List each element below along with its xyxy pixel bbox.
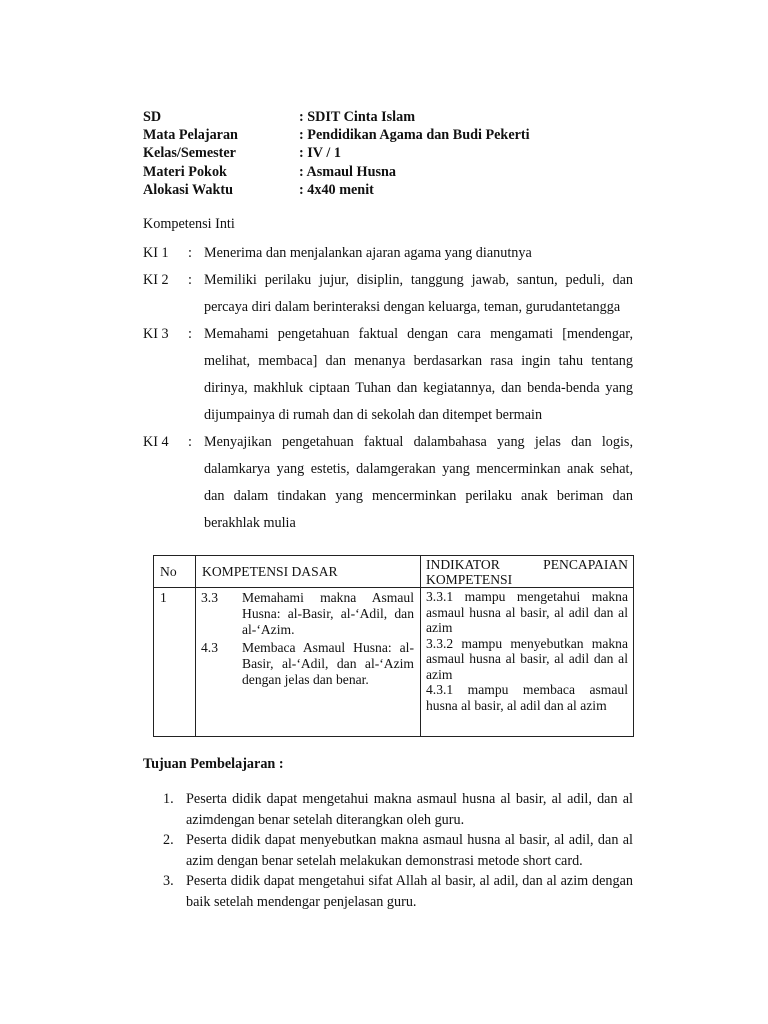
- header-no: No: [154, 556, 196, 588]
- header-value: : SDIT Cinta Islam: [299, 109, 416, 125]
- list-text: Peserta didik dapat mengetahui makna asmaul husna al basir, al adil, dan al azimdengan benar setelah diterangkan oleh guru.: [186, 791, 633, 828]
- kd-text: Membaca Asmaul Husna: al-Basir, al-‘Adil, dan al-‘Azim dengan jelas dan benar.: [242, 640, 414, 687]
- indikator-item: 3.3.2 mampu menyebutkan makna asmaul husna al basir, al adil dan al azim: [426, 635, 628, 682]
- row-no: 1: [154, 588, 196, 737]
- ki-code: KI 4: [143, 434, 169, 450]
- ki-item: [143, 267, 633, 321]
- ki-code: KI 1: [143, 245, 169, 261]
- ki-item: [143, 240, 633, 267]
- row-indikator: [421, 588, 634, 737]
- ki-text: Memiliki perilaku jujur, disiplin, tanggung jawab, santun, peduli, dan percaya diri dalam berinteraksi dengan keluarga, teman, gurudantetangga: [204, 272, 633, 315]
- list-item: [143, 789, 633, 830]
- ki-code: KI 3: [143, 326, 169, 342]
- header-label: Kelas/Semester: [143, 145, 236, 162]
- ki-item: [143, 429, 633, 537]
- tujuan-list: [143, 789, 633, 912]
- list-item: [143, 830, 633, 871]
- indikator-item: 3.3.1 mampu mengetahui makna asmaul husna al basir, al adil dan al azim: [426, 589, 628, 635]
- header-pencapaian-word: PENCAPAIAN: [543, 557, 628, 572]
- ki-text: Menerima dan menjalankan ajaran agama yang dianutnya: [204, 245, 532, 261]
- header-value: : Asmaul Husna: [299, 163, 396, 180]
- table-header-row: [154, 556, 634, 588]
- header-kompetensi-dasar: KOMPETENSI DASAR: [196, 556, 421, 588]
- row-kompetensi-dasar: [196, 588, 421, 737]
- kd-number: 4.3: [201, 640, 218, 655]
- header-value: : Pendidikan Agama dan Budi Pekerti: [299, 127, 530, 144]
- list-text: Peserta didik dapat mengetahui sifat Allah al basir, al adil, dan al azim dengan baik setelah mendengar penjelasan guru.: [186, 873, 633, 910]
- header-label: SD: [143, 109, 162, 125]
- table-row: [154, 588, 634, 737]
- list-number: 3.: [163, 873, 174, 889]
- kd-item: [201, 640, 414, 688]
- header-value: : IV / 1: [299, 145, 341, 162]
- lesson-header: [143, 108, 703, 199]
- header-indikator: [421, 556, 634, 588]
- header-label: Mata Pelajaran: [143, 127, 238, 144]
- header-row-topic: [143, 163, 703, 181]
- kompetensi-inti-title: Kompetensi Inti: [143, 216, 235, 232]
- ki-separator: :: [188, 272, 192, 288]
- ki-separator: :: [188, 326, 192, 342]
- indikator-item: 4.3.1 mampu membaca asmaul husna al basir, al adil dan al azim: [426, 682, 628, 713]
- ki-separator: :: [188, 245, 192, 261]
- header-value: : 4x40 menit: [299, 181, 374, 198]
- ki-text: Menyajikan pengetahuan faktual dalambahasa yang jelas dan logis, dalamkarya yang estetis, dalamgerakan yang mencerminkan anak sehat, dan dalam tindakan yang mencerminkan perilaku anak beriman dan berakhlak mulia: [204, 434, 633, 531]
- header-kompetensi-word: KOMPETENSI: [426, 572, 513, 587]
- header-row-school: [143, 108, 703, 126]
- kd-text: Memahami makna Asmaul Husna: al-Basir, al-‘Adil, dan al-‘Azim.: [242, 590, 414, 637]
- kompetensi-dasar-table: [153, 555, 634, 737]
- list-number: 1.: [163, 791, 174, 807]
- kd-item: [201, 590, 414, 638]
- list-item: [143, 871, 633, 912]
- header-row-class: [143, 144, 703, 162]
- list-number: 2.: [163, 832, 174, 848]
- header-row-time: [143, 181, 703, 199]
- tujuan-title: Tujuan Pembelajaran :: [143, 756, 284, 772]
- header-label: Alokasi Waktu: [143, 181, 234, 198]
- ki-text: Memahami pengetahuan faktual dengan cara mengamati [mendengar, melihat, membaca] dan menanya berdasarkan rasa ingin tahu tentang dirinya, makhluk ciptaan Tuhan dan kegiatannya, dan benda-benda yang dijumpainya di rumah dan di sekolah dan ditempet bermain: [204, 326, 633, 423]
- ki-item: [143, 321, 633, 429]
- ki-code: KI 2: [143, 272, 169, 288]
- list-text: Peserta didik dapat menyebutkan makna asmaul husna al basir, al adil, dan al azim dengan benar setelah melakukan demonstrasi metode short card.: [186, 832, 633, 869]
- ki-separator: :: [188, 434, 192, 450]
- header-indikator-word: INDIKATOR: [426, 557, 500, 572]
- header-row-subject: [143, 126, 703, 144]
- kd-number: 3.3: [201, 590, 218, 605]
- header-label: Materi Pokok: [143, 163, 227, 180]
